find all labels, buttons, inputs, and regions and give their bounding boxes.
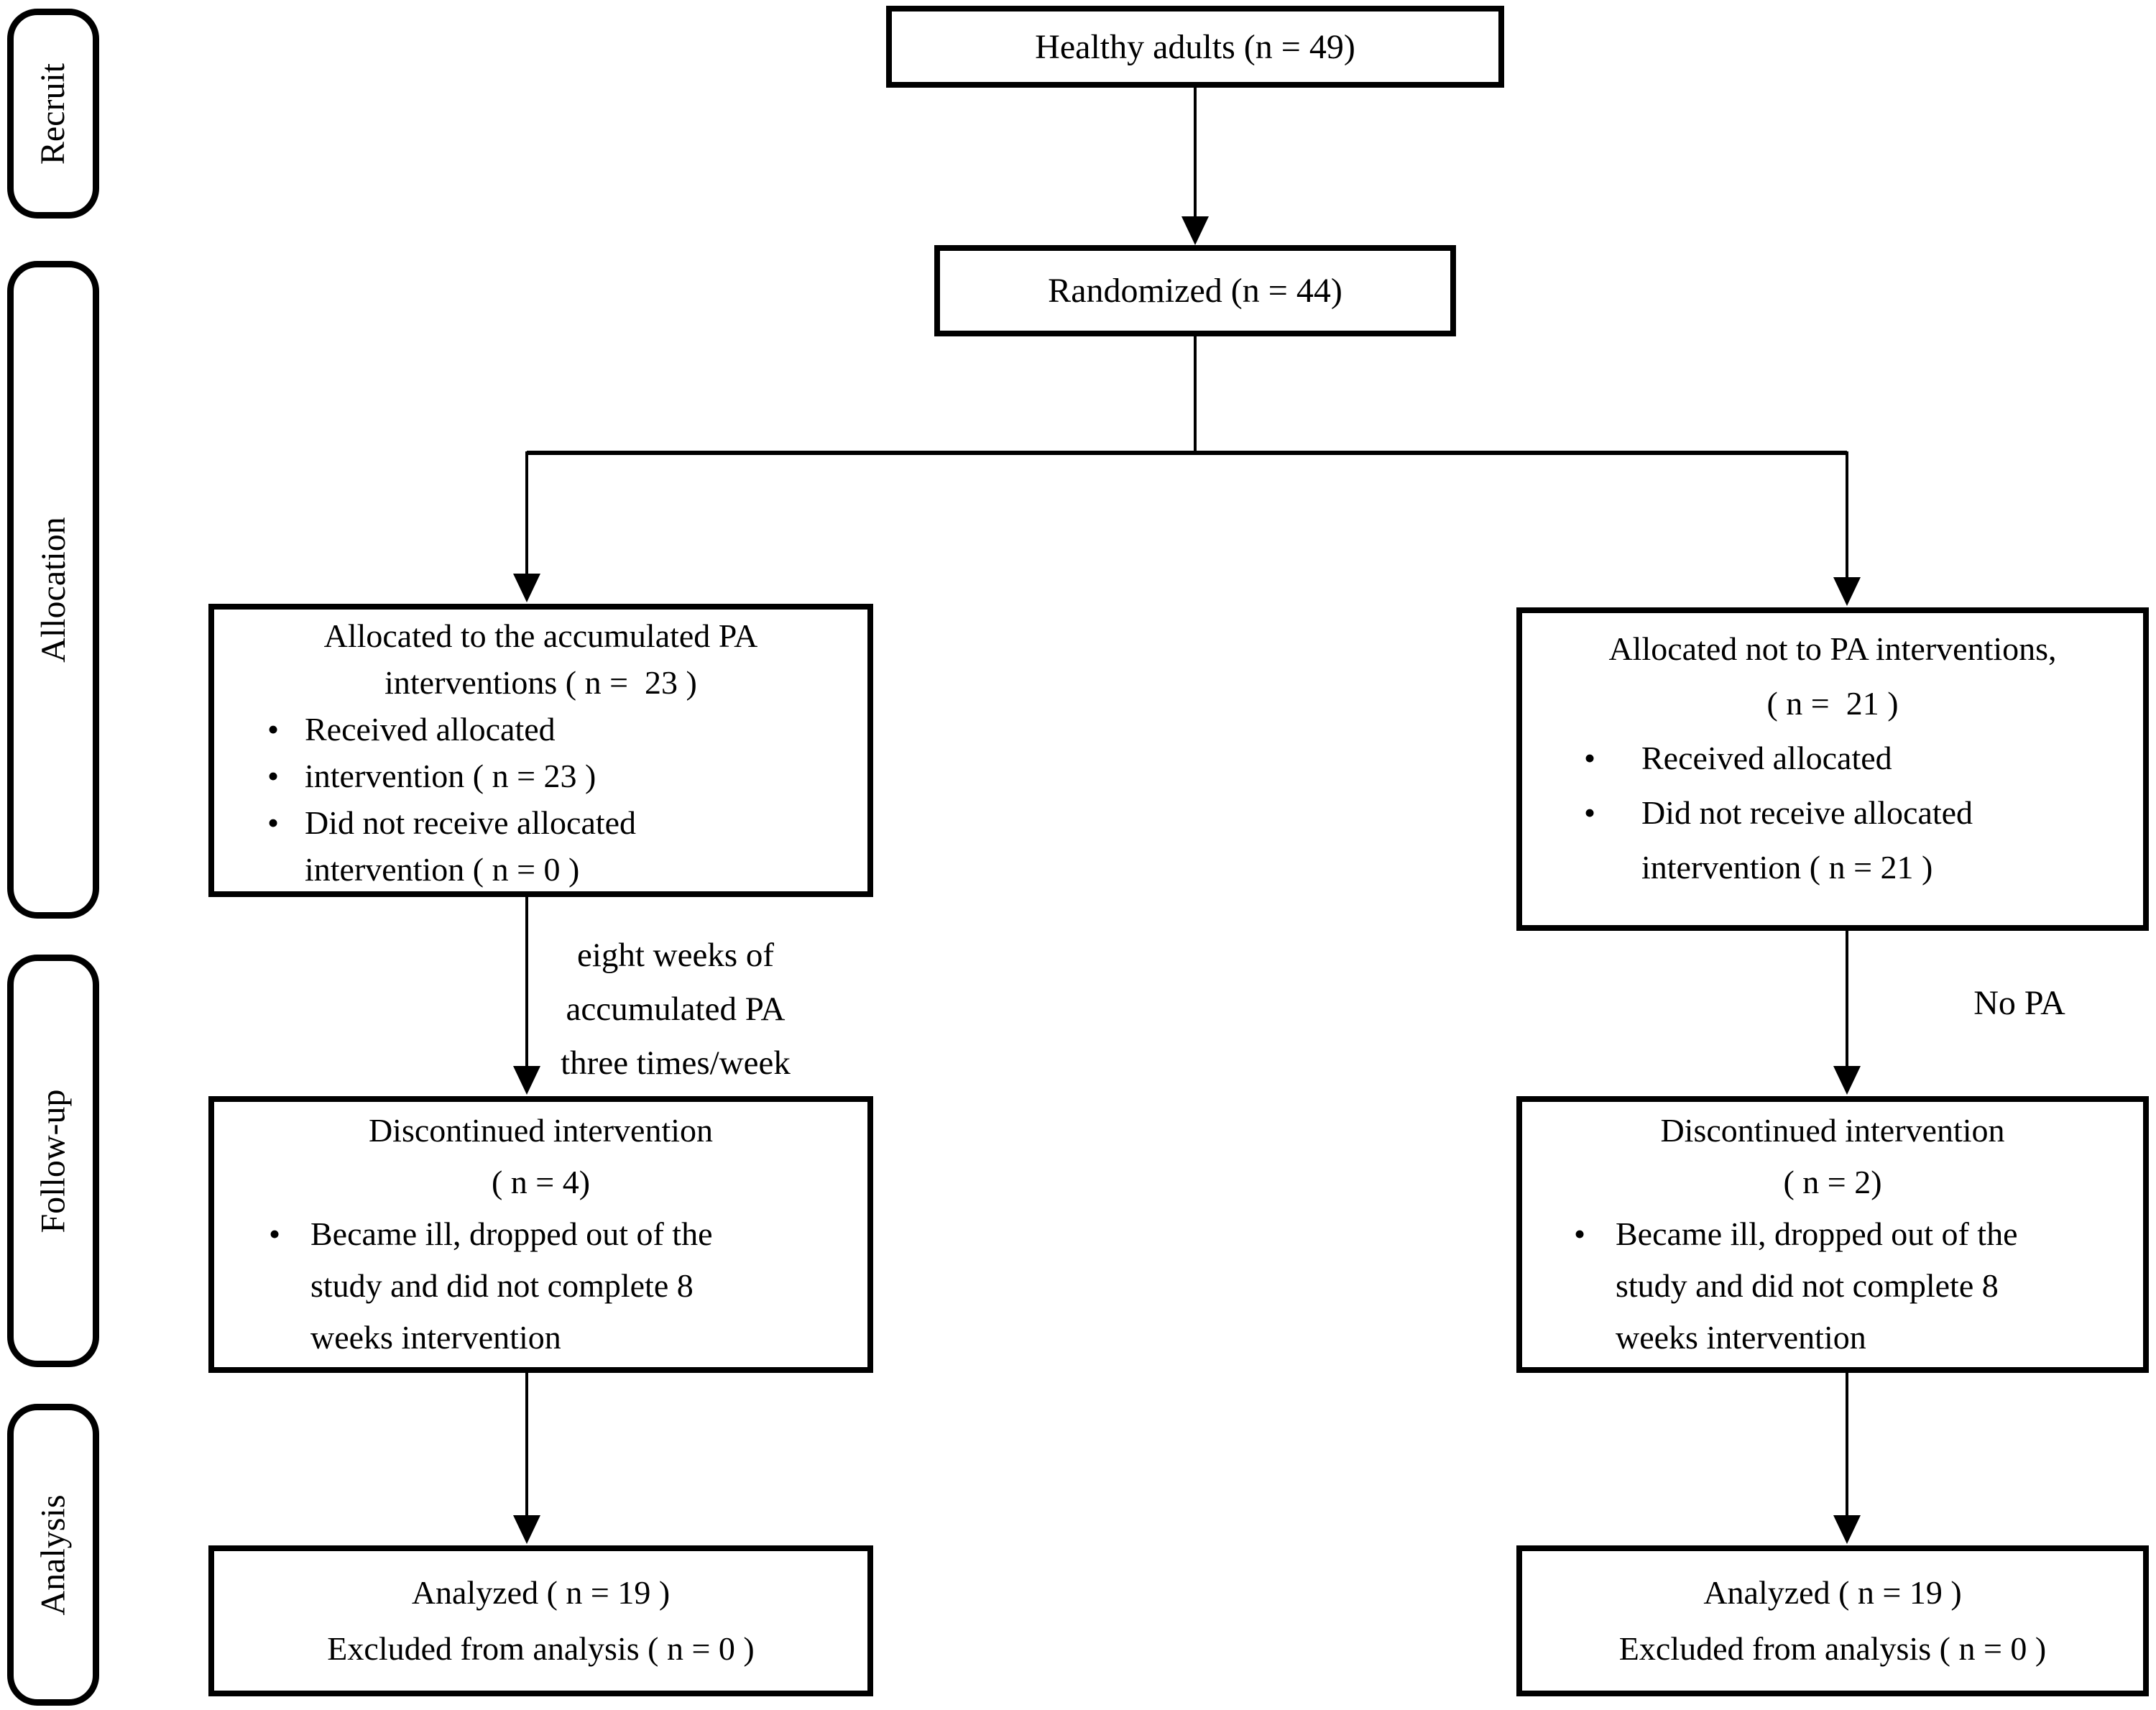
allocation-left-title-line2: interventions ( n = 23 ) bbox=[384, 664, 697, 701]
bullet-text-line: intervention ( n = 21 ) bbox=[1641, 849, 1933, 886]
arrow-alloc-right-to-followup-head bbox=[1833, 1066, 1861, 1095]
arrow-recruit-to-randomized-head bbox=[1181, 216, 1209, 245]
followup-right-box bbox=[1516, 1096, 2149, 1373]
bullet-text-line: intervention ( n = 23 ) bbox=[305, 758, 596, 794]
recruit-box bbox=[886, 6, 1504, 88]
stage-box-allocation bbox=[7, 261, 99, 919]
stage-label-recruit: Recruit bbox=[34, 63, 73, 165]
bullet-text bbox=[287, 753, 849, 799]
bullet-icon bbox=[259, 706, 287, 753]
bullet-icon bbox=[1575, 786, 1604, 840]
left-edge-label-line: eight weeks of bbox=[576, 937, 775, 974]
arrow-split-right-head bbox=[1833, 577, 1861, 606]
allocation-right-title-line2: ( n = 21 ) bbox=[1766, 685, 1899, 722]
allocation-right-title bbox=[1538, 622, 2127, 731]
stage-label-analysis: Analysis bbox=[34, 1494, 73, 1615]
bullet-text bbox=[1604, 731, 2127, 786]
stage-label-allocation: Allocation bbox=[34, 517, 73, 663]
bullet-text-line: weeks intervention bbox=[1616, 1319, 1866, 1356]
arrow-followup-left-to-analysis-head bbox=[513, 1515, 540, 1544]
bullet-text-line: Received allocated bbox=[305, 711, 556, 748]
bullet-text bbox=[289, 1208, 849, 1364]
bullet-icon bbox=[1565, 1208, 1594, 1260]
followup-right-title-line2: ( n = 2) bbox=[1783, 1164, 1882, 1200]
right-branch-edge-label bbox=[1912, 983, 2127, 1023]
bullet-text-line: weeks intervention bbox=[310, 1319, 561, 1356]
followup-left-box bbox=[208, 1096, 873, 1373]
followup-right-title bbox=[1538, 1105, 2127, 1208]
analysis-right-line1: Analyzed ( n = 19 ) bbox=[1703, 1574, 1962, 1611]
analysis-left-line2: Excluded from analysis ( n = 0 ) bbox=[327, 1630, 755, 1667]
allocation-left-title bbox=[233, 612, 849, 706]
list-item bbox=[1575, 786, 2127, 895]
list-item bbox=[259, 706, 849, 753]
stage-box-analysis bbox=[7, 1404, 99, 1706]
allocation-right-title-line1: Allocated not to PA interventions, bbox=[1608, 630, 2057, 667]
left-edge-label-line: accumulated PA bbox=[566, 990, 786, 1028]
followup-left-bullets bbox=[233, 1208, 849, 1364]
bullet-text bbox=[287, 799, 849, 893]
right-edge-label-line: No PA bbox=[1973, 984, 2065, 1022]
list-item bbox=[259, 799, 849, 893]
list-item bbox=[259, 753, 849, 799]
followup-left-title bbox=[233, 1105, 849, 1208]
allocation-left-title-line1: Allocated to the accumulated PA bbox=[323, 617, 758, 654]
arrow-split-left-head bbox=[513, 574, 540, 602]
bullet-icon bbox=[1575, 731, 1604, 786]
analysis-right-box bbox=[1516, 1545, 2149, 1696]
followup-right-bullets bbox=[1538, 1208, 2127, 1364]
followup-left-title-line2: ( n = 4) bbox=[491, 1164, 591, 1200]
allocation-left-box bbox=[208, 604, 873, 897]
bullet-text-line: Became ill, dropped out of the bbox=[1616, 1215, 2018, 1252]
stage-box-followup bbox=[7, 955, 99, 1367]
allocation-left-bullets bbox=[233, 706, 849, 893]
left-edge-label-line: three times/week bbox=[561, 1044, 791, 1082]
randomized-box-text: Randomized (n = 44) bbox=[1048, 272, 1342, 310]
bullet-text-line: study and did not complete 8 bbox=[1616, 1267, 1999, 1304]
bullet-text bbox=[1604, 786, 2127, 895]
followup-left-title-line1: Discontinued intervention bbox=[368, 1112, 714, 1149]
bullet-text-line: Became ill, dropped out of the bbox=[310, 1215, 713, 1252]
bullet-text bbox=[287, 706, 849, 753]
list-item bbox=[1565, 1208, 2127, 1364]
allocation-right-bullets bbox=[1538, 731, 2127, 895]
analysis-left-box bbox=[208, 1545, 873, 1696]
list-item bbox=[260, 1208, 849, 1364]
stage-box-recruit bbox=[7, 9, 99, 219]
bullet-text-line: study and did not complete 8 bbox=[310, 1267, 694, 1304]
list-item bbox=[1575, 731, 2127, 786]
bullet-text-line: Did not receive allocated bbox=[305, 804, 637, 841]
left-branch-edge-label bbox=[503, 929, 848, 1090]
bullet-icon bbox=[260, 1208, 289, 1260]
arrow-followup-right-to-analysis-head bbox=[1833, 1515, 1861, 1544]
allocation-right-box bbox=[1516, 607, 2149, 931]
bullet-text bbox=[1594, 1208, 2127, 1364]
bullet-text-line: intervention ( n = 0 ) bbox=[305, 851, 580, 888]
bullet-text-line: Did not receive allocated bbox=[1641, 794, 1973, 831]
analysis-left-line1: Analyzed ( n = 19 ) bbox=[411, 1574, 671, 1611]
randomized-box bbox=[934, 245, 1456, 336]
followup-right-title-line1: Discontinued intervention bbox=[1660, 1112, 2005, 1149]
recruit-box-text: Healthy adults (n = 49) bbox=[1035, 27, 1355, 66]
stage-label-followup: Follow-up bbox=[34, 1088, 73, 1233]
bullet-icon bbox=[259, 799, 287, 846]
bullet-text-line: Received allocated bbox=[1641, 740, 1892, 776]
bullet-icon bbox=[259, 753, 287, 799]
analysis-right-line2: Excluded from analysis ( n = 0 ) bbox=[1618, 1630, 2047, 1667]
